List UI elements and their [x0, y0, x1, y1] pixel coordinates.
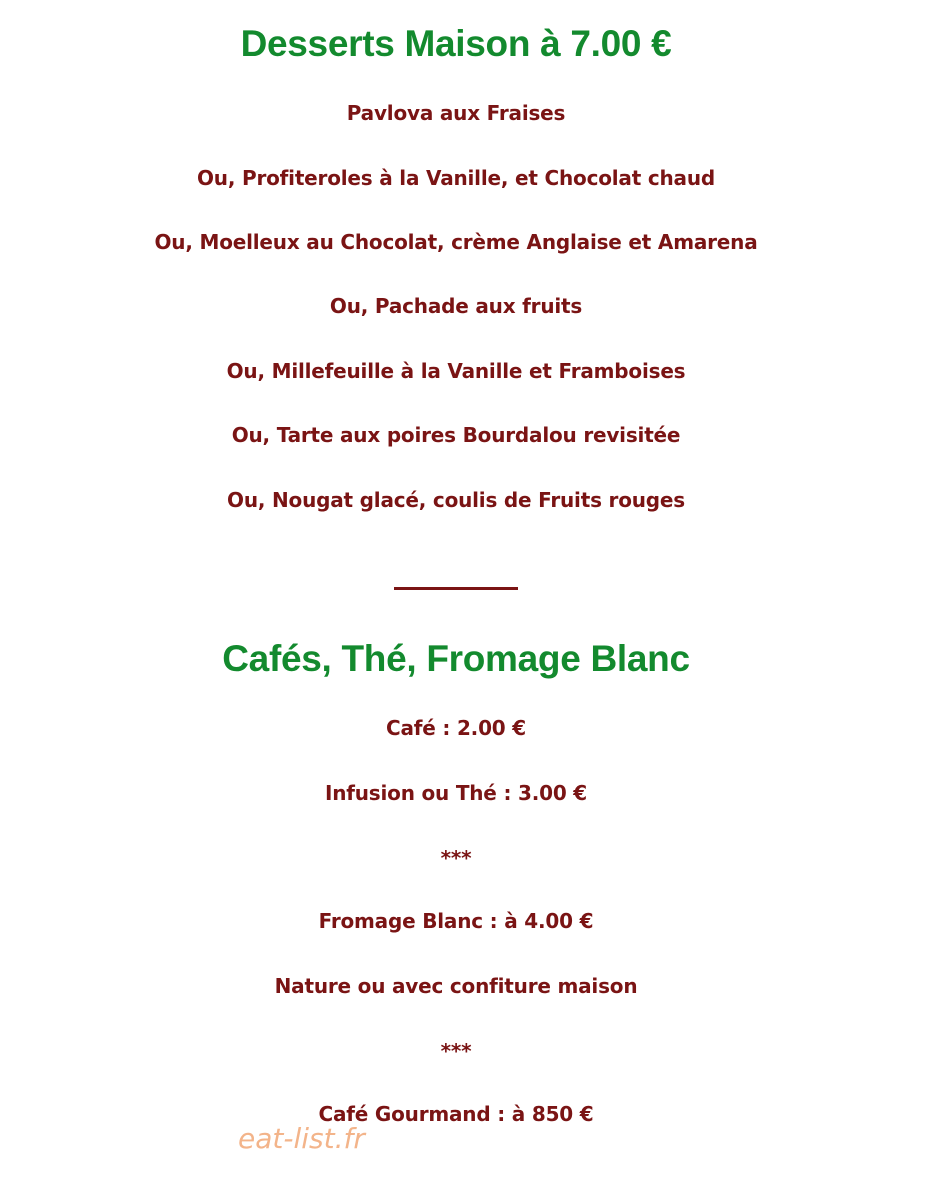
dessert-item-3: Ou, Moelleux au Chocolat, crème Anglaise et Amarena	[154, 230, 758, 254]
cafe-item-1: Café : 2.00 €	[386, 716, 526, 740]
dessert-item-5: Ou, Millefeuille à la Vanille et Framboises	[226, 359, 686, 383]
separator-stars-2: ***	[440, 1039, 472, 1063]
dessert-item-6: Ou, Tarte aux poires Bourdalou revisitée	[231, 423, 681, 447]
dessert-item-4: Ou, Pachade aux fruits	[329, 294, 583, 318]
cafe-item-5: Café Gourmand : à 850 €	[318, 1102, 594, 1126]
cafe-item-3: Fromage Blanc : à 4.00 €	[318, 909, 594, 933]
separator-stars-1: ***	[440, 846, 472, 870]
desserts-title: Desserts Maison à 7.00 €	[240, 23, 672, 64]
cafe-item-2: Infusion ou Thé : 3.00 €	[324, 781, 588, 805]
watermark: eat-list.fr	[238, 1122, 365, 1155]
cafe-item-4: Nature ou avec confiture maison	[274, 974, 638, 998]
section-divider	[394, 587, 518, 590]
cafes-title: Cafés, Thé, Fromage Blanc	[222, 638, 690, 679]
dessert-item-2: Ou, Profiteroles à la Vanille, et Chocolat chaud	[197, 166, 715, 190]
dessert-item-7: Ou, Nougat glacé, coulis de Fruits rouges	[227, 488, 685, 512]
dessert-item-1: Pavlova aux Fraises	[346, 101, 566, 125]
